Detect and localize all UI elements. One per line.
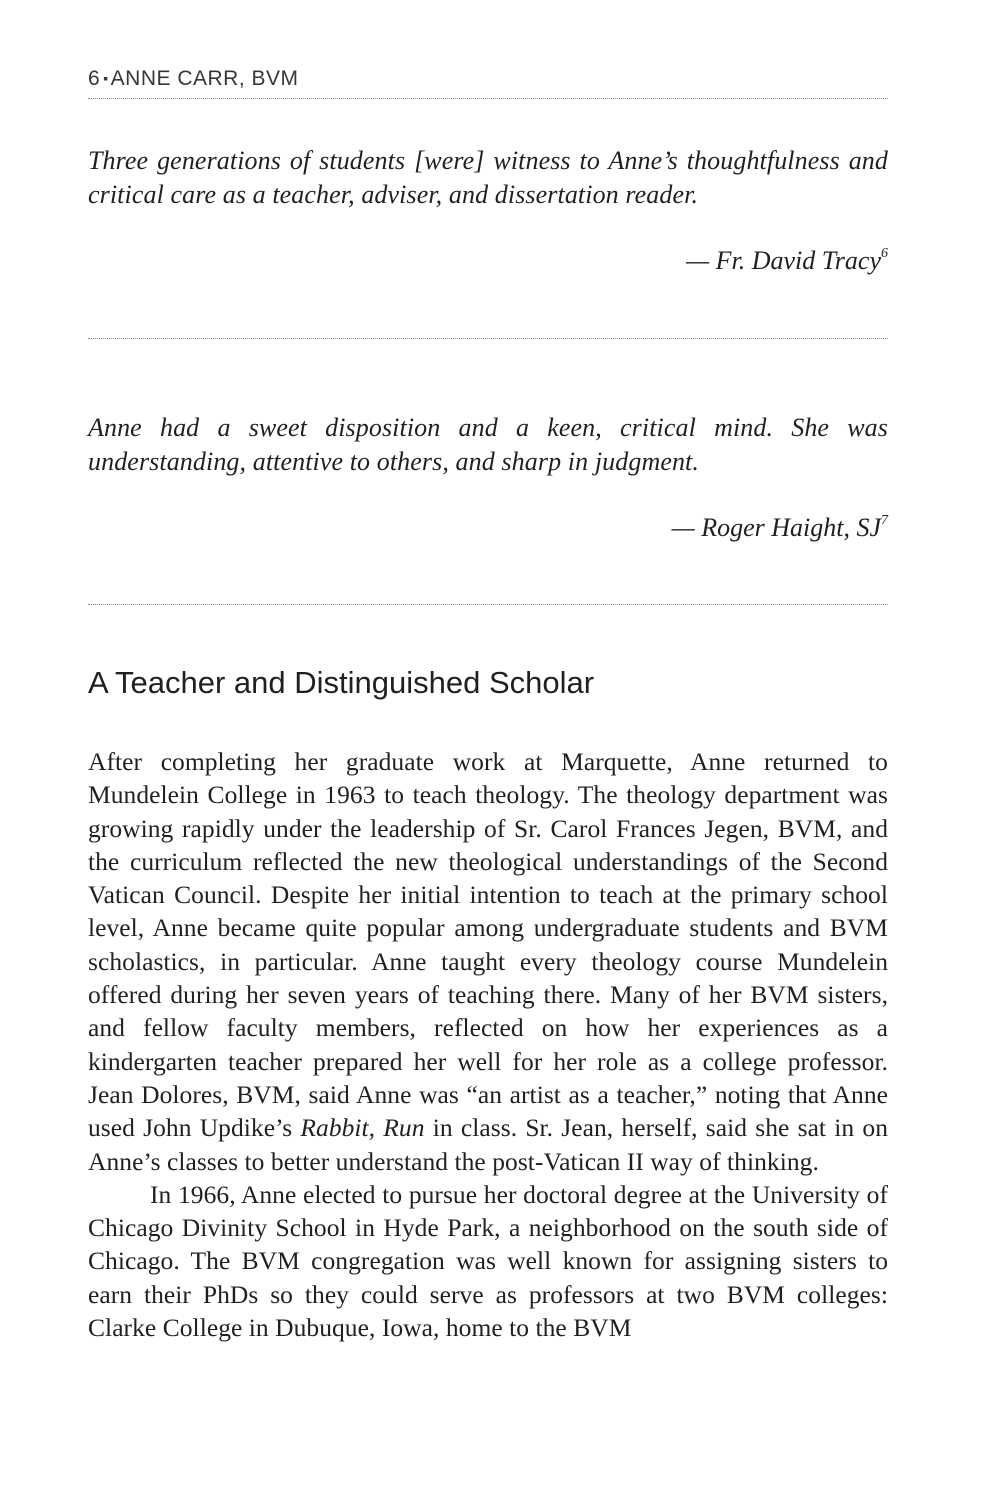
paragraph-text: After completing her graduate work at Marquette, Anne returned to Mundelein College in 1963 to teach theology. The theology department was growing rapidly under the leadership of Sr. Carol Frances Jegen, BVM, and the curriculum reflected the new theological understandings of the Second Vatican Council. Despite her initial intention to teach at the primary school level, Anne became quite popular among undergraduate students and BVM scholastics, in particular. Anne taught every theology course Mundelein offered during her seven years of teaching there. Many of her BVM sisters, and fellow faculty members, reflected on how her experiences as a kindergarten teacher prepared her well for her role as a college professor. Jean Dolores, BVM, said Anne was “an artist as a teacher,” noting that Anne used John Updike’s <box>88 747 888 1143</box>
running-head-title: ANNE CARR, BVM <box>110 67 299 90</box>
epigraph-quote-1 <box>88 144 888 277</box>
quote-attribution <box>88 244 888 277</box>
attribution-name: — Fr. David Tracy <box>686 246 881 275</box>
section-heading: A Teacher and Distinguished Scholar <box>88 665 595 700</box>
quote-divider <box>88 604 888 605</box>
attribution-name: — Roger Haight, SJ <box>671 513 881 542</box>
quote-text: Three generations of students [were] witness to Anne’s thoughtfulness and critical care as a teacher, adviser, and dissertation reader. <box>88 146 888 209</box>
epigraph-quote-2 <box>88 411 888 544</box>
paragraph-text: in class. Sr. Jean, herself, said she sat in on Anne’s classes to better understand the post-Vatican II way of thinking. <box>88 1113 888 1176</box>
separator-bullet: ▪ <box>103 70 109 86</box>
body-text <box>88 745 888 1344</box>
paragraph <box>88 745 888 1178</box>
running-head <box>88 62 888 99</box>
footnote-marker: 7 <box>881 513 888 528</box>
book-page <box>88 62 888 1343</box>
footnote-marker: 6 <box>881 246 888 261</box>
quote-divider <box>88 338 888 339</box>
quote-attribution <box>88 511 888 544</box>
page-number: 6 <box>88 67 101 90</box>
quote-text: Anne had a sweet disposition and a keen, critical mind. She was understanding, attentive to others, and sharp in judgment. <box>88 413 888 476</box>
paragraph: In 1966, Anne elected to pursue her doctoral degree at the University of Chicago Divinity School in Hyde Park, a neighborhood on the south side of Chicago. The BVM congregation was well known for assigning sisters to earn their PhDs so they could serve as professors at two BVM colleges: Clarke College in Dubuque, Iowa, home to the BVM <box>88 1179 888 1343</box>
book-title: Rabbit, Run <box>300 1113 425 1143</box>
